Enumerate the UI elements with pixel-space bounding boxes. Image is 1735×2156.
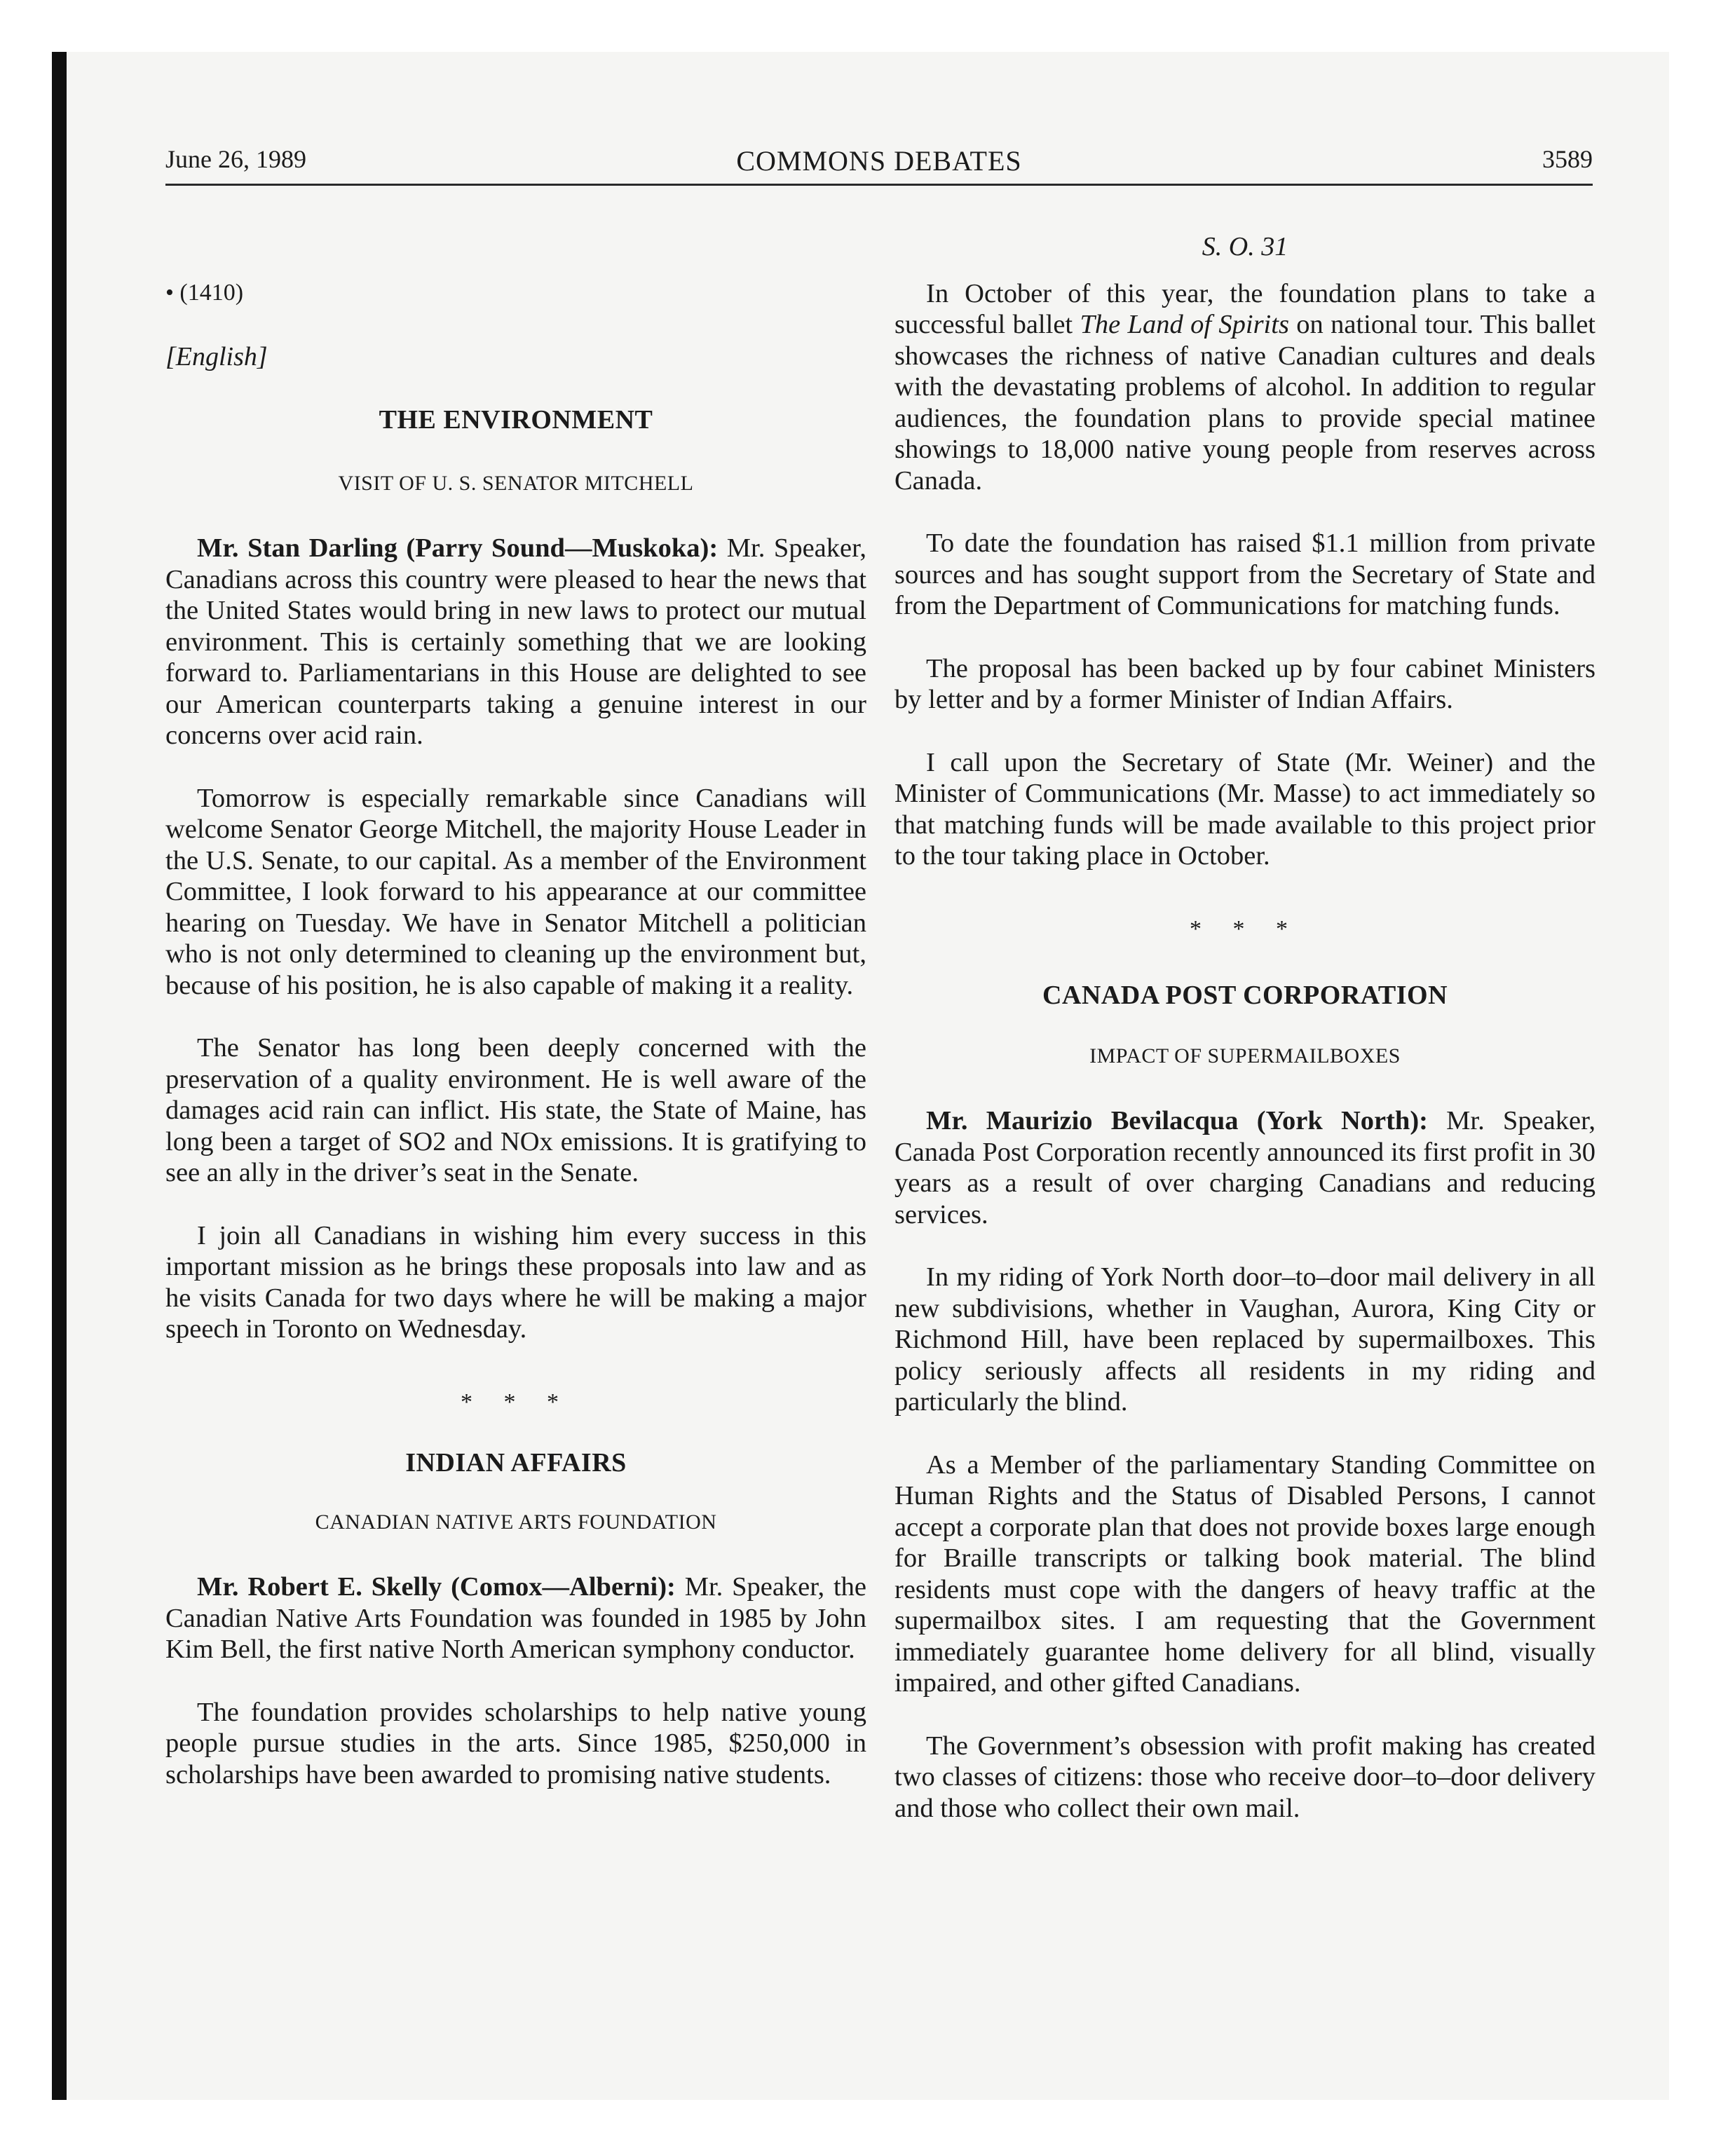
- paragraph: The Government’s obsession with profit making has created two classes of citizens: those who receive door–to–door delivery and those who collect their own mail.: [894, 1731, 1595, 1823]
- paragraph: To date the foundation has raised $1.1 million from private sources and has sought support from the Secretary of State and from the Department of Communications for matching funds.: [894, 528, 1595, 620]
- paragraph: [894, 278, 1595, 497]
- time-marker: • (1410): [165, 280, 244, 306]
- paragraph: [165, 533, 866, 751]
- speaker-name: Mr. Maurizio Bevilacqua (York North):: [926, 1106, 1428, 1135]
- paragraph-text: Mr. Speaker, Canada Post Corporation recently announced its first profit in 30 years as a result of over charging Canadians and reducing services.: [894, 1106, 1595, 1229]
- header-page-number: 3589: [1542, 145, 1593, 173]
- paragraph: Tomorrow is especially remarkable since Canadians will welcome Senator George Mitchell, the majority House Leader in the U.S. Senate, to our capital. As a member of the Environment Committee, I look forward to his appearance at our committee hearing on Tuesday. We have in Senator Mitchell a politician who is not only determined to cleaning up the environment but, because of his position, he is also capable of making it a reality.: [165, 783, 866, 1000]
- standing-order-label: S. O. 31: [1202, 232, 1288, 261]
- speaker-name: Mr. Stan Darling (Parry Sound—Muskoka):: [197, 533, 719, 563]
- ballet-title: The Land of Spirits: [1080, 310, 1289, 339]
- paragraph: As a Member of the parliamentary Standing Committee on Human Rights and the Status of Disabled Persons, I cannot accept a corporate plan that does not provide boxes large enough for Braille transcripts or talking book material. The blind residents must cope with the dangers of heavy traffic at the supermailbox sites. I am requesting that the Government immediately guarantee home delivery for all blind, visually impaired, and other gifted Canadians.: [894, 1449, 1595, 1698]
- paragraph: In my riding of York North door–to–door mail delivery in all new subdivisions, whether in Vaughan, Aurora, King City or Richmond Hill, have been replaced by supermailboxes. This policy seriously affects all residents in my riding and particularly the blind.: [894, 1262, 1595, 1417]
- left-column: [165, 231, 866, 1790]
- section-title-indian-affairs: INDIAN AFFAIRS: [405, 1448, 627, 1478]
- header-rule: [165, 184, 1593, 186]
- paragraph-text: on national tour. This ballet showcases the richness of native Canadian cultures and deals with the devastating problems of alcohol. In addition to regular audiences, the foundation plans to provide special matinee showings to 18,000 native young people from reserves across Canada.: [894, 310, 1595, 496]
- language-marker: [English]: [165, 341, 268, 371]
- paragraph: The proposal has been backed up by four cabinet Ministers by letter and by a former Minister of Indian Affairs.: [894, 653, 1595, 714]
- section-subtitle-senator-visit: VISIT OF U. S. SENATOR MITCHELL: [338, 471, 694, 495]
- section-separator: * * *: [461, 1389, 571, 1415]
- paragraph-text: In October of this year, the foundation plans to take a successful ballet: [894, 278, 1595, 339]
- header-publication: COMMONS DEBATES: [736, 145, 1022, 177]
- paragraph-text: Mr. Speaker, the Canadian Native Arts Foundation was founded in 1985 by John Kim Bell, the first native North American symphony conductor.: [165, 1572, 867, 1664]
- section-title-canada-post: CANADA POST CORPORATION: [1042, 981, 1448, 1010]
- header-date: June 26, 1989: [165, 145, 306, 173]
- section-subtitle-supermailboxes: IMPACT OF SUPERMAILBOXES: [1089, 1044, 1401, 1067]
- speaker-name: Mr. Robert E. Skelly (Comox—Alberni):: [197, 1572, 676, 1602]
- right-column: [894, 231, 1595, 1824]
- paragraph-text: Mr. Speaker, Canadians across this country were pleased to hear the news that the United States would bring in new laws to protect our mutual environment. This is certainly something that we are looking forward to. Parliamentarians in this House are delighted to see our American counterparts taking a genuine interest in our concerns over acid rain.: [165, 533, 867, 750]
- paragraph: [165, 1571, 866, 1665]
- section-separator: * * *: [1190, 915, 1300, 942]
- paragraph: The Senator has long been deeply concerned with the preservation of a quality environment. He is well aware of the damages acid rain can inflict. His state, the State of Maine, has long been a target of SO2 and NOx emissions. It is gratifying to see an ally in the driver’s seat in the Senate.: [165, 1033, 866, 1187]
- paragraph: [894, 1105, 1595, 1230]
- section-subtitle-native-arts: CANADIAN NATIVE ARTS FOUNDATION: [315, 1510, 717, 1534]
- scan-edge-bar: [52, 52, 67, 2100]
- paragraph: I call upon the Secretary of State (Mr. Weiner) and the Minister of Communications (Mr. Masse) to act immediately so that matching funds will be made available to this project prior to the tour taking place in October.: [894, 747, 1595, 871]
- running-header: [165, 142, 1593, 182]
- paragraph: The foundation provides scholarships to help native young people pursue studies in the arts. Since 1985, $250,000 in scholarships have been awarded to promising native students.: [165, 1697, 866, 1789]
- paragraph: I join all Canadians in wishing him every success in this important mission as he brings these proposals into law and as he visits Canada for two days where he will be making a major speech in Toronto on Wednesday.: [165, 1220, 866, 1344]
- section-title-environment: THE ENVIRONMENT: [379, 405, 653, 435]
